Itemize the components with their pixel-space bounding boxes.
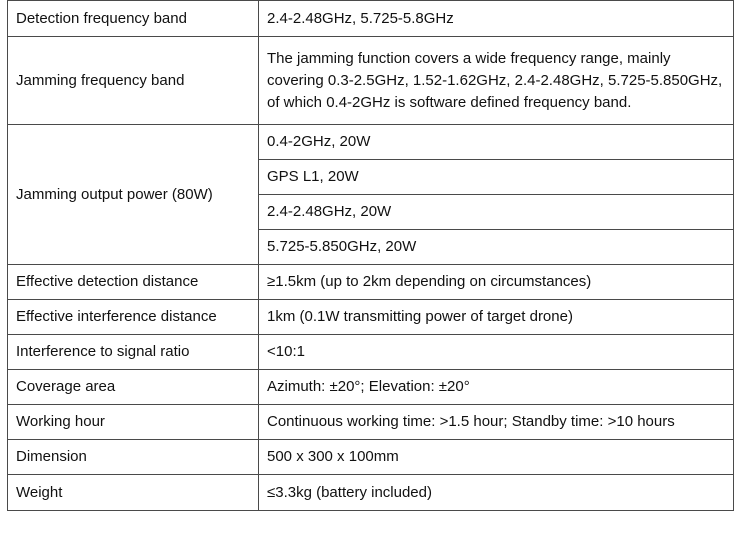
table-row [8,1,734,37]
row-label: Dimension [8,440,259,475]
row-value: 500 x 300 x 100mm [259,440,734,475]
row-label: Effective detection distance [8,265,259,300]
row-label: Detection frequency band [8,1,259,37]
row-value: 5.725-5.850GHz, 20W [259,230,734,265]
row-value: ≤3.3kg (battery included) [259,475,734,511]
row-label: Weight [8,475,259,511]
table-row [8,125,734,160]
row-value: 1km (0.1W transmitting power of target drone) [259,300,734,335]
table-row [8,300,734,335]
table-row [8,370,734,405]
row-value: <10:1 [259,335,734,370]
table-row [8,475,734,511]
row-label: Interference to signal ratio [8,335,259,370]
table-row [8,440,734,475]
row-value: 2.4-2.48GHz, 5.725-5.8GHz [259,1,734,37]
row-label: Effective interference distance [8,300,259,335]
table-row [8,405,734,440]
row-label: Coverage area [8,370,259,405]
row-label: Jamming frequency band [8,37,259,125]
table-row [8,265,734,300]
row-value: ≥1.5km (up to 2km depending on circumstances) [259,265,734,300]
spec-table [7,0,734,511]
row-value: Azimuth: ±20°; Elevation: ±20° [259,370,734,405]
row-label: Working hour [8,405,259,440]
table-row [8,335,734,370]
table-row [8,37,734,125]
row-value: 0.4-2GHz, 20W [259,125,734,160]
row-value: Continuous working time: >1.5 hour; Standby time: >10 hours [259,405,734,440]
row-value: GPS L1, 20W [259,160,734,195]
row-label: Jamming output power (80W) [8,125,259,265]
row-value: 2.4-2.48GHz, 20W [259,195,734,230]
row-value: The jamming function covers a wide frequency range, mainly covering 0.3-2.5GHz, 1.52-1.62GHz, 2.4-2.48GHz, 5.725-5.850GHz, of which 0.4-2GHz is software defined frequency band. [259,37,734,125]
